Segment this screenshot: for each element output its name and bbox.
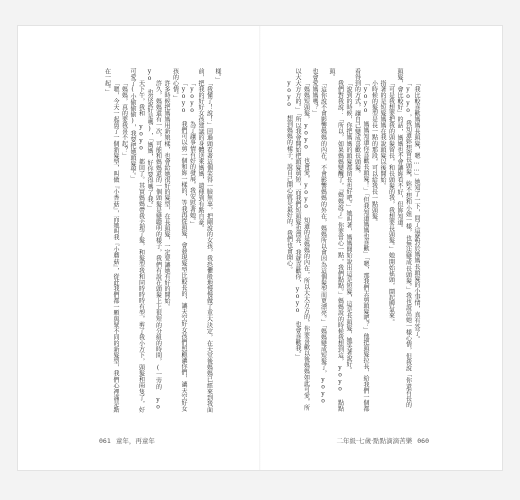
left-page-body (102, 68, 221, 413)
book-spread (18, 26, 502, 470)
left-paragraph: 「yoyo 為了讓事情有好的發展，我安慰著她。」 (188, 80, 196, 228)
right-paragraph: 「媽媽短頭髮，yoyo 也會愛，yoyo 知道的是媽媽的內在，所以大大方方的，你要喜歡以後媽媽如此可愛，所以大大方方的。」「所以我會開始把頭髮剪短，而我們短頭髮也漂亮，我就喜歡你，yoyo 也會喜歡我。」 (294, 68, 310, 411)
left-paragraph: 「我懂了！說！」回過頭看著這個笑得一臉無辜，把剛說的女孩，我恐懼般地慢慢做了重大決定，在天堂後媽媽已經來到我面前，把我的好好女孩建議的身體送來媽媽，遺傳到有點自豪。 (197, 68, 213, 413)
left-paragraph: 「媽媽，真的要我喜不起？」 (120, 80, 128, 159)
right-paragraph: 小時候的髮型是長一點的那段，可以給我長一點頭髮。 (370, 80, 378, 226)
left-paragraph: 許久，媽媽還有一次，可能和媽媽還的一個頭髮是變聰明的樣子，我們有說在頭髮上上很短的分組的時間，(一旁的 yoyo 也沒說好是嗎)，「媽媽，好你要得嗎了我。」 (146, 68, 162, 411)
right-paragraph: 「可是我想要把我的頭髮留長，和長頭髮的我，我想要長頭髮。」她開始搖頭，鬧起脾氣來。 (387, 80, 395, 326)
left-page-footer (96, 436, 155, 445)
right-paragraph: yoyo 想到媽媽的樣子，說自己開心就是最好的，我們也會開心。 (285, 80, 293, 273)
left-paragraph: 「嗯，今天一起剪了一個新髮型，叫做『小香菇』，而她叫我『小蘑菇』，從此我們都一顆與眾不同的新髮型，我們心裡滿是點在一起。」 (103, 68, 119, 413)
left-page-number: 061 (99, 437, 111, 445)
left-page (102, 68, 234, 413)
right-paragraph: 我們對我說：「所以，如果媽媽變醜了，『媽媽說了』你要當心一點，我們點點。」媽媽說的時候我想到這，yoyo 點點頭。 (328, 68, 344, 412)
left-running-head: 童年，再童年 (115, 437, 155, 445)
right-page-number: 060 (417, 437, 429, 445)
left-paragraph: 樣。」 (214, 68, 221, 84)
right-running-head: 二年級‧七歲‧點點滴滴苦樂 (336, 437, 413, 445)
right-paragraph: 「這你說不會影響媽媽的內在，不會影響媽媽的外在，媽媽所以會因為這個髮型而更漂亮。」「媽媽變成短髮了，yoyo 也會愛媽媽嗎？」 (311, 68, 327, 405)
right-paragraph: 「yoyo 媽媽知道你喜歡長頭髮！」「但我知道媽媽也喜歡」「嗯，那我們去剪頭髮吧？」他把頭髮拉長，給我們一個都看得到的方式，讓自己變成喜歡長頭髮。 (353, 68, 369, 412)
right-paragraph: 指著的是短髮媽媽在我說頭髮以後開始。 (379, 80, 386, 189)
left-paragraph: 「yoyo 我們可以剪一個和妳一樣的，等我再從頭髮，會發現髮型比較長的，讓天空好女孩們照顧讓你們，讓天空好女孩的心情。」 (171, 68, 187, 412)
right-page-body (284, 68, 420, 413)
right-paragraph: 「我比較喜歡媽媽長頭髮，嗯……」她知了一下，問了這麼對於媽媽長頭髮的小事情，真有答了。 (413, 80, 420, 343)
left-paragraph: 許多時候把媽媽用新娘樣，也會給她很好的髮型，在長頭髮，一定要讓她有好的開始。 (163, 80, 170, 310)
right-page (284, 68, 434, 413)
right-page-footer (337, 436, 432, 445)
right-paragraph: 「說到的時候，你把媽媽的頭髮都留長也好吧。」她叫著，媽媽開始說出這是短髮，這是長頭髮，她笑著說好。 (345, 80, 352, 374)
book-gutter (259, 26, 261, 470)
right-paragraph: 「yoyo，我知道妳想留長頭髮，妳不想和小姐一樣，也無法變成長頭髮。」我也說出她一樣心情，但我說「你還有長的頭髮，會比較好」的話，媽媽也不會讓妳看不好，但妳知道。 (396, 68, 412, 408)
left-paragraph: 天下午，我和 yoyo 都回了。其實媽媽帶我去理了髮，和髮型我和同時時時有型，剪了我小方下，頭髮和兩隻了，好可愛了(小偷偷偷)，我要把她頭髮學。」 (129, 68, 145, 413)
